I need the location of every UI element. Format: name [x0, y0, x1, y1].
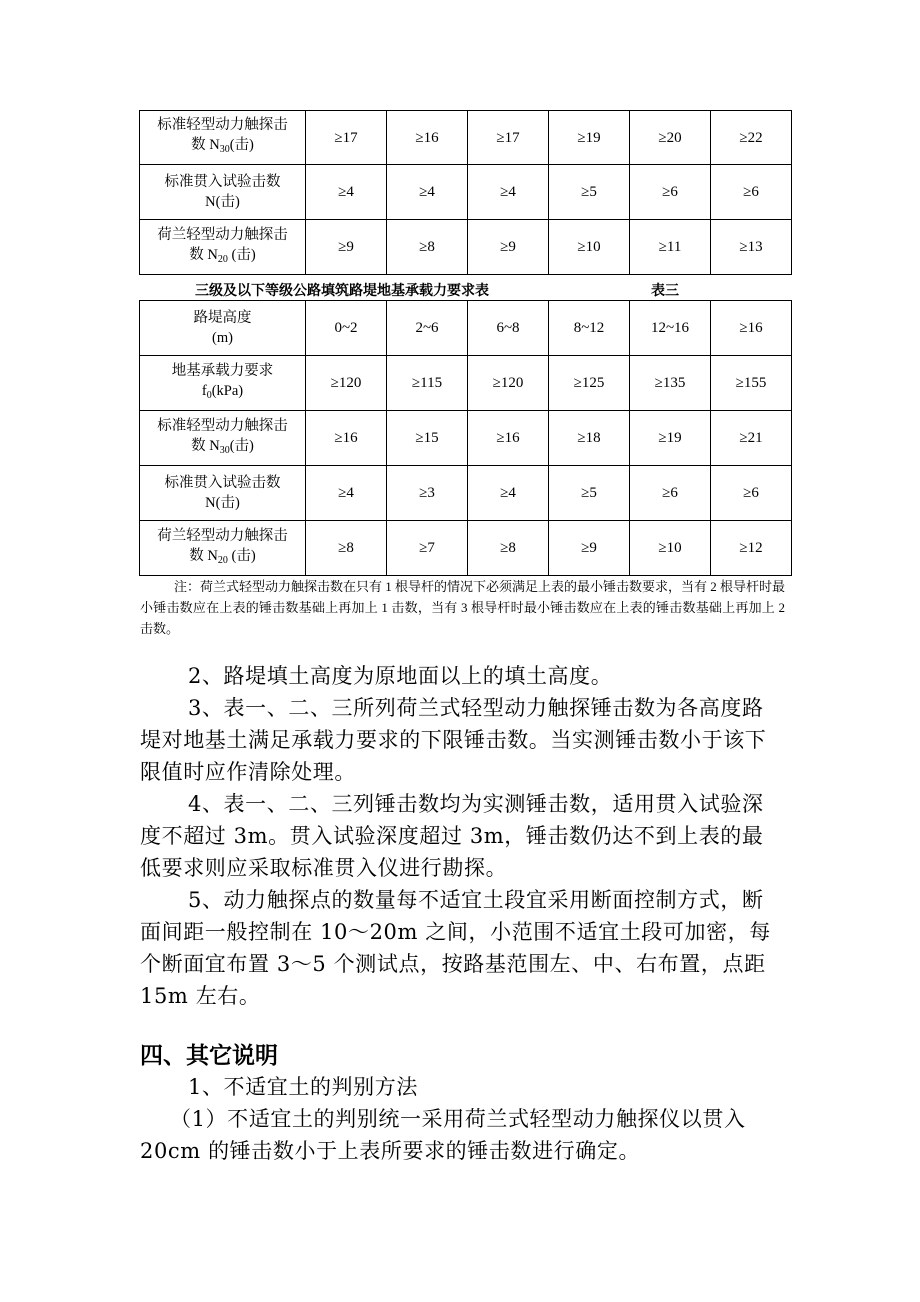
table-cell: ≥5: [549, 165, 630, 220]
table-cell: ≥10: [549, 220, 630, 275]
section-4-item-1-1: （1）不适宜土的判别统一采用荷兰式轻型动力触探仪以贯入 20cm 的锤击数小于上表所要求的锤击数进行确定。: [140, 1107, 746, 1163]
table-cell: ≥21: [711, 411, 792, 466]
table-cell: ≥11: [630, 220, 711, 275]
table-cell: ≥9: [549, 521, 630, 576]
table-cell: ≥17: [306, 111, 387, 165]
table-cell: ≥8: [468, 521, 549, 576]
table-cell: ≥6: [711, 466, 792, 521]
table-cell: ≥9: [306, 220, 387, 275]
table-cell: ≥4: [306, 165, 387, 220]
table-cell: 12~16: [630, 301, 711, 356]
table-row: [140, 356, 792, 411]
table-row: [140, 521, 792, 576]
note-text: 注：荷兰式轻型动力触探击数在只有 1 根导杆的情况下必须满足上表的最小锤击数要求，当有 2 根导杆时最小锤击数应在上表的锤击数基础上再加上 1 击数，当有 3 根导杆时最小锤击数应在上表的锤击数基础上再加上 2 击数。: [140, 579, 786, 636]
table-cell: ≥18: [549, 411, 630, 466]
table-cell: ≥16: [306, 411, 387, 466]
paragraph-5: 5、动力触探点的数量每不适宜土段宜采用断面控制方式，断面间距一般控制在 10～20m 之间，小范围不适宜土段可加密，每个断面宜布置 3～5 个测试点，按路基范围左、中、右布置，点距 15m 左右。: [140, 888, 771, 1008]
explanation-paragraphs: [140, 660, 785, 1012]
row-label: 荷兰轻型动力触探击 数 $N_{20}$ (击): [140, 220, 306, 275]
table-cell: ≥20: [630, 111, 711, 165]
table-cell: ≥6: [711, 165, 792, 220]
table-cell: ≥8: [306, 521, 387, 576]
table-row: [140, 165, 792, 220]
table-cell: ≥4: [306, 466, 387, 521]
table-cell: ≥16: [387, 111, 468, 165]
table-row: [140, 220, 792, 275]
table-cell: ≥16: [711, 301, 792, 356]
table-cell: ≥3: [387, 466, 468, 521]
row-label: 地基承载力要求 $f_0(kPa)$: [140, 356, 306, 411]
table-note: [140, 576, 785, 639]
table-3-tag: 表三: [651, 283, 679, 299]
table-cell: ≥120: [468, 356, 549, 411]
section-4-body: [140, 1071, 785, 1167]
table-cell: 2~6: [387, 301, 468, 356]
table-row: [140, 411, 792, 466]
table-cell: 6~8: [468, 301, 549, 356]
table-cell: ≥16: [468, 411, 549, 466]
table-cell: ≥9: [468, 220, 549, 275]
table-cell: ≥5: [549, 466, 630, 521]
table-cell: ≥19: [630, 411, 711, 466]
table-cell: ≥4: [468, 466, 549, 521]
table-cell: ≥4: [468, 165, 549, 220]
table-continued: [139, 110, 792, 275]
paragraph-2: 2、路堤填土高度为原地面以上的填土高度。: [188, 664, 613, 688]
table-cell: ≥6: [630, 165, 711, 220]
table-cell: ≥135: [630, 356, 711, 411]
table-cell: ≥125: [549, 356, 630, 411]
table-cell: ≥19: [549, 111, 630, 165]
table-cell: ≥17: [468, 111, 549, 165]
table-cell: 8~12: [549, 301, 630, 356]
table-cell: ≥120: [306, 356, 387, 411]
table-3: [139, 300, 792, 576]
section-heading: 四、其它说明: [140, 1043, 278, 1069]
row-label: 标准贯入试验击数 N(击): [140, 466, 306, 521]
paragraph-3: 3、表一、二、三所列荷兰式轻型动力触探锤击数为各高度路堤对地基土满足承载力要求的下限锤击数。当实测锤击数小于该下限值时应作清除处理。: [140, 696, 767, 784]
row-label: 路堤高度 (m): [140, 301, 306, 356]
table-cell: ≥115: [387, 356, 468, 411]
row-label: 标准轻型动力触探击 数 $N_{30}$(击): [140, 411, 306, 466]
table-cell: ≥155: [711, 356, 792, 411]
table-cell: ≥15: [387, 411, 468, 466]
table-cell: ≥6: [630, 466, 711, 521]
table-cell: ≥13: [711, 220, 792, 275]
table-cell: ≥22: [711, 111, 792, 165]
row-label: 荷兰轻型动力触探击 数 $N_{20}$ (击): [140, 521, 306, 576]
table-cell: ≥7: [387, 521, 468, 576]
table-row: [140, 111, 792, 165]
paragraph-4: 4、表一、二、三列锤击数均为实测锤击数，适用贯入试验深度不超过 3m。贯入试验深度超过 3m，锤击数仍达不到上表的最低要求则应采取标准贯入仪进行勘探。: [140, 792, 764, 880]
section-4-item-1: 1、不适宜土的判别方法: [188, 1075, 418, 1099]
row-label: 标准轻型动力触探击 数 $N_{30}$(击): [140, 111, 306, 165]
table-cell: ≥10: [630, 521, 711, 576]
table-cell: ≥8: [387, 220, 468, 275]
table-3-title: 三级及以下等级公路填筑路堤地基承载力要求表: [195, 283, 489, 299]
table-header-row: [140, 301, 792, 356]
table-cell: ≥12: [711, 521, 792, 576]
table-row: [140, 466, 792, 521]
table-cell: ≥4: [387, 165, 468, 220]
row-label: 标准贯入试验击数 N(击): [140, 165, 306, 220]
table-cell: 0~2: [306, 301, 387, 356]
